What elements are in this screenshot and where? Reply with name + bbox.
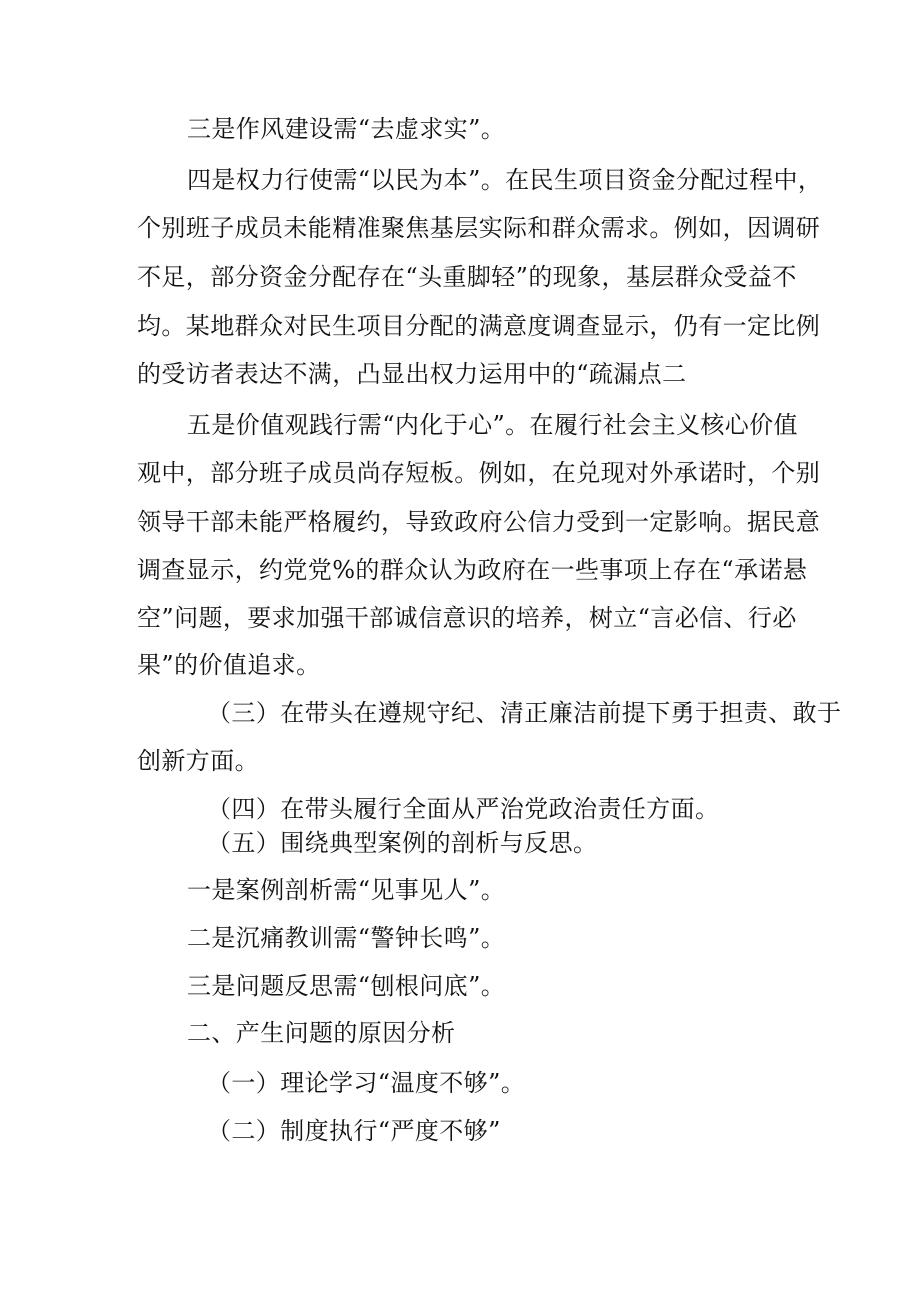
paragraph-line: 调查显示，约党党%的群众认为政府在一些事项上存在“承诺悬 <box>137 556 808 584</box>
section-heading: （三）在带头在遵规守纪、清正廉洁前提下勇于担责、敢于 <box>207 699 842 727</box>
section-heading: 二、产生问题的原因分析 <box>187 1019 456 1047</box>
paragraph-line: 领导干部未能严格履约，导致政府公信力受到一定影响。据民意 <box>137 508 821 536</box>
subsection-heading: （一）理论学习“温度不够”。 <box>207 1069 526 1097</box>
paragraph-line: 三是作风建设需“去虚求实”。 <box>187 115 506 143</box>
paragraph-line: 一是案例剖析需“见事见人”。 <box>187 876 506 904</box>
paragraph-line: 创新方面。 <box>137 747 259 775</box>
paragraph-line: 个别班子成员未能精准聚焦基层实际和群众需求。例如，因调研 <box>137 214 821 242</box>
paragraph-line: 观中，部分班子成员尚存短板。例如，在兑现对外承诺时，个别 <box>137 459 821 487</box>
paragraph-line: 均。某地群众对民生项目分配的满意度调查显示，仍有一定比例 <box>137 312 821 340</box>
paragraph-line: 的受访者表达不满，凸显出权力运用中的“疏漏点二 <box>137 360 687 388</box>
paragraph-line: 不足，部分资金分配存在“头重脚轻”的现象，基层群众受益不 <box>137 263 797 291</box>
paragraph-line: 四是权力行使需“以民为本”。在民生项目资金分配过程中， <box>187 166 823 194</box>
paragraph-line: 果”的价值追求。 <box>137 651 321 679</box>
paragraph-line: 空”问题，要求加强干部诚信意识的培养，树立“言必信、行必 <box>137 604 797 632</box>
subsection-heading: （二）制度执行“严度不够” <box>207 1117 501 1145</box>
paragraph-line: 五是价值观践行需“内化于心”。在履行社会主义核心价值 <box>187 411 798 439</box>
paragraph-line: 三是问题反思需“刨根问底”。 <box>187 972 506 1000</box>
section-heading: （五）围绕典型案例的剖析与反思。 <box>207 829 598 857</box>
paragraph-line: 二是沉痛教训需“警钟长鸣”。 <box>187 924 506 952</box>
section-heading: （四）在带头履行全面从严治党政治责任方面。 <box>207 795 720 823</box>
